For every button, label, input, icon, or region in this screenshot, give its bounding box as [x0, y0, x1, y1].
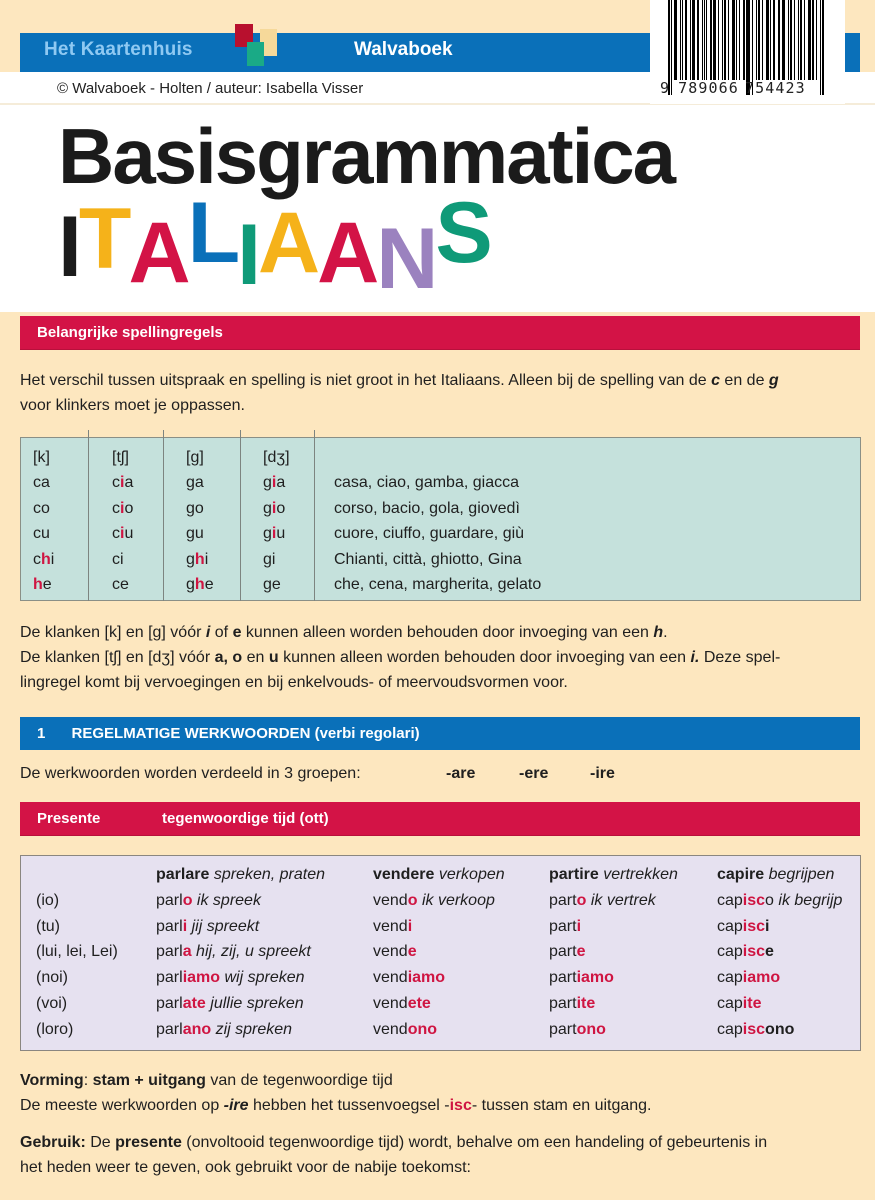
group-are: -are: [446, 765, 476, 782]
ending-rest: e: [765, 943, 774, 961]
conjugated-form: [156, 914, 259, 940]
title-letter: A: [258, 195, 318, 291]
title-letter: A: [317, 205, 377, 301]
title-letter: S: [435, 185, 490, 281]
ending: i: [182, 917, 188, 935]
table-header-cell: [k]: [33, 449, 50, 466]
translation: jullie spreken: [210, 994, 304, 1012]
conjugation-row: [21, 939, 862, 965]
ending-rest: o: [765, 892, 774, 909]
stem: parl: [156, 969, 183, 987]
conjugation-row: [21, 1017, 862, 1043]
verb-infinitive: partire: [549, 866, 599, 883]
ending: isc: [742, 1020, 766, 1038]
verb-header: [549, 862, 678, 888]
pronoun: (voi): [36, 994, 68, 1012]
ending: ono: [407, 1020, 438, 1038]
column-divider: [314, 430, 315, 601]
table-cell: chi: [33, 550, 55, 568]
conjugation-row: [21, 965, 862, 991]
stem: cap: [717, 969, 743, 987]
table-cell: gio: [263, 499, 286, 517]
verb-infinitive: capire: [717, 866, 765, 883]
stem: part: [549, 994, 577, 1012]
translation: zij spreken: [215, 1020, 293, 1038]
ending: a: [182, 943, 192, 961]
conjugation-row: [21, 888, 862, 914]
table-cell: cia: [112, 474, 134, 491]
pronoun: (loro): [36, 1020, 74, 1038]
verb-groups-line: De werkwoorden worden verdeeld in 3 groepen: -are -ere -ire: [20, 761, 860, 786]
stem: cap: [717, 917, 743, 935]
stem: parl: [156, 1020, 183, 1038]
conjugated-form: [156, 1017, 292, 1043]
table-cell: cio: [112, 499, 134, 517]
ending: isc: [742, 892, 766, 909]
ending: ono: [576, 1020, 606, 1038]
verb-meaning: begrijpen: [768, 866, 835, 883]
conjugated-form: [156, 939, 311, 965]
conjugated-form: [373, 914, 412, 940]
conjugation-row: [21, 914, 862, 940]
title-letter: I: [237, 207, 259, 303]
stem: part: [549, 943, 577, 961]
ending: o: [182, 892, 193, 909]
table-row: [21, 547, 862, 572]
table-cell: gu: [186, 525, 204, 542]
table-header-cell: [tʃ]: [112, 449, 129, 466]
verb-meaning: spreken, praten: [213, 866, 326, 883]
table-cell: ga: [186, 474, 204, 491]
conjugated-form: [373, 965, 445, 991]
table-cell: ce: [112, 576, 129, 593]
verb-header: [373, 862, 505, 888]
section-heading-spelling: Belangrijke spellingregels: [20, 316, 860, 349]
pronoun: (tu): [36, 917, 60, 935]
stem: parl: [156, 892, 183, 909]
stem: parl: [156, 917, 183, 935]
ending-rest: i: [765, 917, 770, 935]
stem: vend: [373, 1020, 408, 1038]
pronoun: (noi): [36, 969, 69, 987]
stem: vend: [373, 917, 408, 935]
logo-square-green-icon: [247, 42, 264, 66]
ending: e: [576, 943, 586, 961]
column-divider: [88, 430, 89, 601]
table-row: [21, 572, 862, 597]
table-cell: cu: [33, 525, 50, 542]
conjugated-form: [717, 914, 770, 940]
translation: ik begrijp: [778, 892, 843, 909]
verb-meaning: verkopen: [438, 866, 505, 883]
conjugated-form: [549, 888, 656, 914]
vorming-text: Vorming: stam + uitgang van de tegenwoordige tijd De meeste werkwoorden op -ire hebben het tussenvoegsel -isc- tussen stam en uitgang.: [20, 1072, 652, 1114]
example-words: che, cena, margherita, gelato: [334, 576, 542, 593]
page-title: Basisgrammatica: [58, 112, 675, 200]
conjugated-form: [717, 1017, 794, 1043]
translation: ik spreek: [196, 892, 261, 909]
translation: jij spreekt: [191, 917, 260, 935]
translation: ik vertrek: [590, 892, 656, 909]
column-divider: [163, 430, 164, 601]
title-letter: A: [128, 205, 188, 301]
ending: iamo: [576, 969, 614, 987]
copyright-line: © Walvaboek - Holten / auteur: Isabella Visser: [57, 80, 364, 97]
ending: ano: [182, 1020, 212, 1038]
ending: ete: [407, 994, 431, 1012]
conjugated-form: [373, 1017, 437, 1043]
ending: ite: [742, 994, 762, 1012]
ending-rest: ono: [765, 1020, 795, 1038]
table-cell: gi: [263, 550, 276, 568]
translation: wij spreken: [224, 969, 305, 987]
stem: part: [549, 1020, 577, 1038]
title-letter: I: [58, 199, 79, 295]
spelling-intro: Het verschil tussen uitspraak en spelling is niet groot in het Italiaans. Alleen bij de spelling van de c en de g voor klinkers moet je oppassen.: [20, 372, 779, 414]
example-words: cuore, ciuffo, guardare, giù: [334, 525, 525, 542]
stem: vend: [373, 969, 408, 987]
ending: iamo: [407, 969, 446, 987]
conjugation-table: [20, 855, 861, 1051]
section-heading-regular-verbs: 1 REGELMATIGE WERKWOORDEN (verbi regolari): [20, 717, 860, 750]
pronoun: (lui, lei, Lei): [36, 943, 118, 961]
spelling-table: [20, 437, 861, 601]
pronoun: (io): [36, 892, 60, 909]
table-cell: ghi: [186, 550, 209, 568]
isbn-digits: 9 789066 754423: [660, 79, 806, 97]
stem: parl: [156, 943, 183, 961]
publisher-name: Het Kaartenhuis: [44, 39, 193, 60]
ending: iamo: [182, 969, 221, 987]
table-cell: ci: [112, 550, 124, 568]
conjugation-row: [21, 991, 862, 1017]
table-row: [21, 521, 862, 546]
stem: part: [549, 892, 577, 909]
table-cell: gia: [263, 474, 286, 491]
conjugated-form: [717, 991, 761, 1017]
ending: ate: [182, 994, 206, 1012]
stem: cap: [717, 892, 743, 909]
ending: i: [576, 917, 582, 935]
stem: part: [549, 969, 577, 987]
title-letter: T: [78, 191, 129, 287]
table-header-cell: [dʒ]: [263, 449, 290, 466]
conjugated-form: [717, 965, 780, 991]
conjugated-form: [156, 991, 304, 1017]
group-ere: -ere: [519, 765, 549, 782]
stem: cap: [717, 943, 743, 961]
verb-infinitive: vendere: [373, 866, 435, 883]
conjugation-header-row: [21, 862, 862, 888]
group-ire: -ire: [590, 765, 615, 782]
section-heading-presente: Presente tegenwoordige tijd (ott): [20, 802, 860, 835]
conjugated-form: [549, 965, 614, 991]
ending: isc: [742, 917, 766, 935]
example-words: casa, ciao, gamba, giacca: [334, 474, 519, 491]
table-row: [21, 470, 862, 495]
verb-infinitive: parlare: [156, 866, 210, 883]
table-cell: giu: [263, 525, 286, 542]
ending: e: [407, 943, 417, 961]
conjugated-form: [156, 965, 305, 991]
title-letter: N: [376, 211, 436, 307]
table-row: [21, 496, 862, 521]
ending: ite: [576, 994, 596, 1012]
conjugated-form: [156, 888, 261, 914]
stem: cap: [717, 994, 743, 1012]
table-cell: go: [186, 499, 204, 517]
column-divider: [240, 430, 241, 601]
ending: i: [407, 917, 413, 935]
series-name: Walvaboek: [354, 39, 453, 60]
gebruik-text: Gebruik: De presente (onvoltooid tegenwoordige tijd) wordt, behalve om een handeling of gebeurtenis in het heden weer te geven, ook gebruikt voor de nabije toekomst:: [20, 1134, 768, 1176]
spelling-rules: De klanken [k] en [g] vóór i of e kunnen alleen worden behouden door invoeging van een h. De klanken [tʃ] en [dʒ] vóór a, o en u kunnen alleen worden behouden door invoeging van een i. Deze spel- lingregel komt bij vervoegingen en bij enkelvouds- of meervoudsvormen voor.: [20, 624, 781, 691]
ending: o: [576, 892, 587, 909]
example-words: corso, bacio, gola, giovedì: [334, 499, 520, 517]
title-letter: L: [187, 185, 238, 281]
ending: isc: [742, 943, 766, 961]
conjugated-form: [549, 914, 581, 940]
translation: ik verkoop: [421, 892, 495, 909]
conjugated-form: [373, 939, 417, 965]
conjugated-form: [373, 888, 495, 914]
conjugated-form: [549, 991, 595, 1017]
ending: iamo: [742, 969, 781, 987]
translation: hij, zij, u spreekt: [196, 943, 311, 961]
conjugated-form: [549, 939, 585, 965]
table-cell: he: [33, 576, 52, 593]
example-words: Chianti, città, ghiotto, Gina: [334, 550, 522, 568]
table-cell: co: [33, 499, 50, 517]
table-header-cell: [g]: [186, 449, 204, 466]
table-cell: ca: [33, 474, 50, 491]
stem: vend: [373, 994, 408, 1012]
conjugated-form: [717, 888, 842, 914]
page-subtitle: [58, 185, 490, 307]
stem: vend: [373, 943, 408, 961]
verb-meaning: vertrekken: [603, 866, 678, 883]
verb-header: [156, 862, 325, 888]
table-cell: ciu: [112, 525, 134, 542]
table-header-row: [21, 445, 862, 470]
conjugated-form: [717, 939, 774, 965]
conjugated-form: [373, 991, 431, 1017]
stem: vend: [373, 892, 408, 909]
stem: cap: [717, 1020, 743, 1038]
table-cell: ge: [263, 576, 281, 593]
ending: o: [407, 892, 418, 909]
stem: parl: [156, 994, 183, 1012]
conjugated-form: [549, 1017, 606, 1043]
stem: part: [549, 917, 577, 935]
verb-header: [717, 862, 834, 888]
table-cell: ghe: [186, 576, 214, 593]
